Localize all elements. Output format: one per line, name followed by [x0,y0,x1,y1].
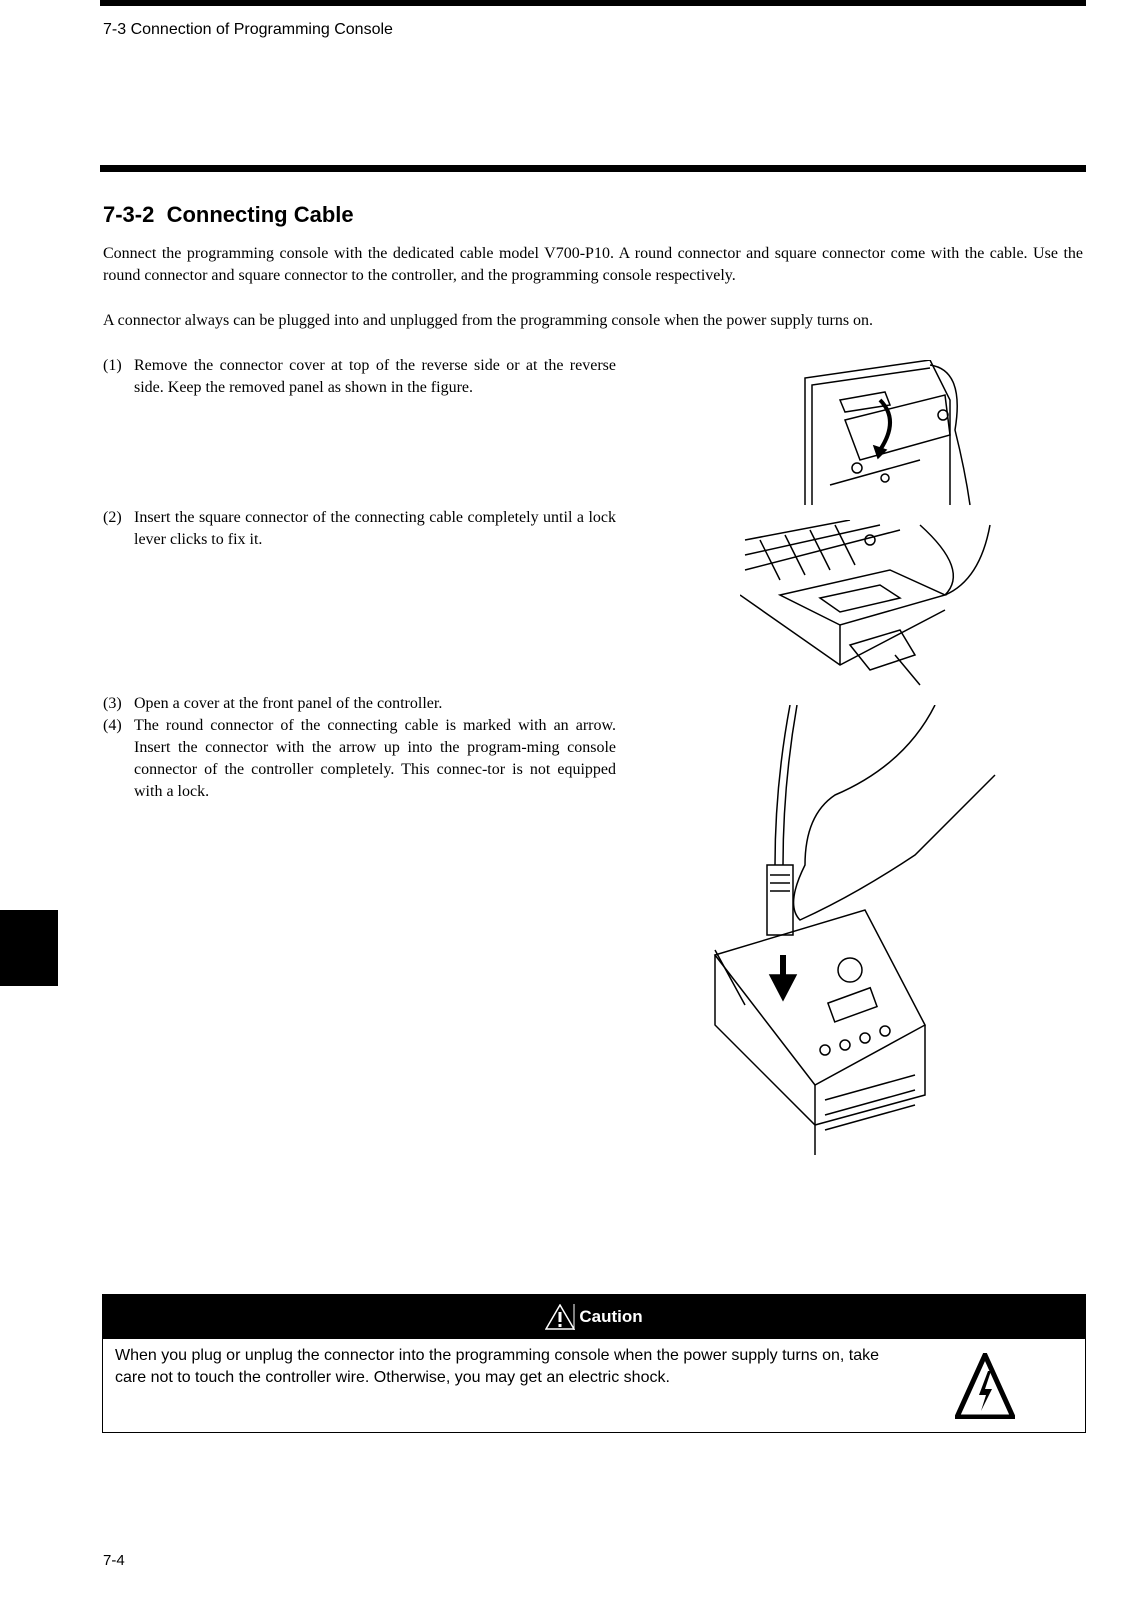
step-text: Open a cover at the front panel of the controller. [134,695,443,712]
step-number: (2) [103,509,122,526]
figure-round-connector-insertion [705,705,1005,1160]
section-rule [100,165,1086,172]
page-number: 7-4 [103,1552,125,1569]
step-number: (3) [103,695,122,712]
step-number: (1) [103,357,122,374]
step-4 [103,715,616,803]
step-2 [103,507,616,551]
caution-text: When you plug or unplug the connector into the programming console when the power supply turns on, take care not to touch the controller wire. Otherwise, you may get an electric shock. [115,1347,880,1386]
caution-header [103,1295,1085,1339]
step-1 [103,355,616,399]
heading-number: 7-3-2 [103,202,155,227]
heading-title: Connecting Cable [166,202,354,227]
caution-title: Caution [579,1307,643,1326]
step-text: The round connector of the connecting cable is marked with an arrow. Insert the connector with the arrow up into the program-ming console connector of the controller completely. This connec-tor is not equipped with a lock. [134,717,616,800]
figure-console-cover-removal [800,360,980,506]
step-3 [103,693,616,715]
caution-box [102,1294,1086,1433]
step-text: Remove the connector cover at top of the reverse side or at the reverse side. Keep the removed panel as shown in the figure. [134,357,616,396]
figure-square-connector [740,520,1000,690]
step-number: (4) [103,717,122,734]
note-paragraph: A connector always can be plugged into and unplugged from the programming console when the power supply turns on. [103,312,874,329]
chapter-tab [0,910,58,986]
step-text: Insert the square connector of the connecting cable completely until a lock lever clicks to fix it. [134,509,616,548]
section-heading [103,202,354,228]
warning-triangle-icon [545,1304,575,1330]
intro-paragraph: Connect the programming console with the dedicated cable model V700-P10. A round connector and square connector come with the cable. Use the round connector and square connector to the controller, and the programming console respectively. [103,245,1083,284]
top-rule [100,0,1086,6]
running-header: 7-3 Connection of Programming Console [103,21,393,38]
electric-shock-icon [955,1353,1015,1419]
